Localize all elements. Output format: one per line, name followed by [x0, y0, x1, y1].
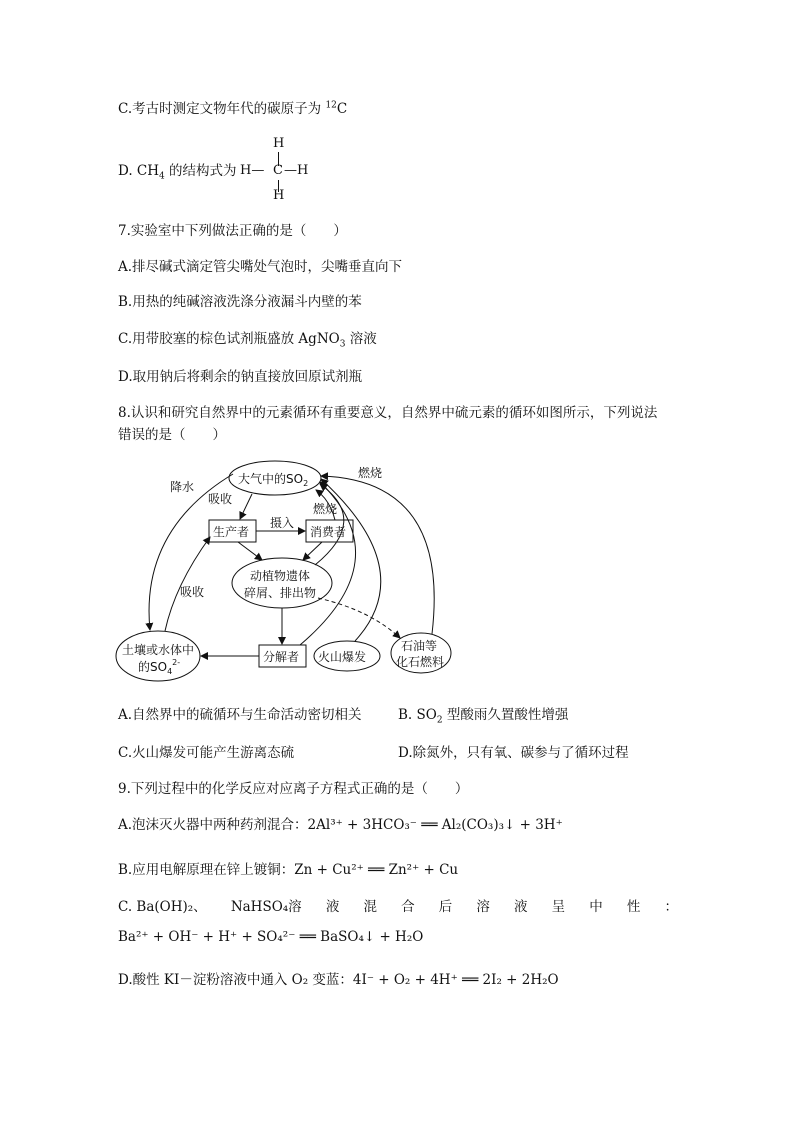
- q9-option-b: [118, 861, 458, 879]
- q8-option-b-text: 型酸雨久置酸性增强: [442, 707, 569, 723]
- ch4-structural-formula: [240, 136, 320, 204]
- producer-label: 生产者: [213, 525, 250, 539]
- q9-option-a-equation: 2Al³⁺ + 3HCO₃⁻ ══ Al₂(CO₃)₃↓ + 3H⁺: [307, 817, 563, 833]
- q9-c-word: 呈: [551, 899, 566, 915]
- rain-label: 降水: [170, 480, 195, 494]
- q9-option-a-text: A.泡沫灭火器中两种药剂混合：: [118, 817, 308, 833]
- remains-node: [232, 558, 332, 608]
- q7-option-c: [118, 330, 377, 348]
- soil-node: [116, 631, 200, 681]
- q8-stem-line2: 错误的是（ ）: [118, 427, 226, 443]
- remains-label-1: 动植物遗体: [250, 569, 311, 583]
- remains-label-2: 碎屑、排出物: [244, 586, 317, 600]
- q6-option-c: [118, 100, 347, 118]
- burn-label-2: 燃烧: [313, 502, 338, 516]
- q9-option-b-text: B.应用电解原理在锌上镀铜：: [118, 862, 295, 878]
- q8-option-b-label: B. SO: [398, 707, 437, 723]
- q7-stem: 7.实验室中下列做法正确的是（ ）: [118, 223, 347, 239]
- q9-c-word: 液: [325, 899, 340, 915]
- q8-option-d: D.除氮外，只有氧、碳参与了循环过程: [398, 745, 629, 761]
- q6-option-d-text: 的结构式为: [164, 163, 237, 179]
- soil-label-1: 土壤或水体中: [122, 643, 195, 657]
- q9-c-word: 混: [363, 899, 377, 915]
- q7-option-b: B.用热的纯碱溶液洗涤分液漏斗内壁的苯: [118, 294, 362, 310]
- arrow-decomposer-atm: [300, 482, 356, 645]
- q7-option-a: A.排尽碱式滴定管尖嘴处气泡时，尖嘴垂直向下: [118, 259, 403, 275]
- consumer-label: 消费者: [310, 525, 347, 539]
- arrow-consumer-remains: [303, 542, 322, 560]
- arrow-fossil-atm: [321, 476, 434, 634]
- h-right: —H: [284, 163, 309, 178]
- atmosphere-node: [229, 461, 321, 495]
- arrow-remains-fossil-dashed: [318, 598, 400, 638]
- subscript: 2: [436, 715, 443, 726]
- absorb-label-2: 吸收: [180, 585, 205, 599]
- q9-option-b-equation: Zn + Cu²⁺ ══ Zn²⁺ + Cu: [294, 862, 459, 878]
- producer-node: [209, 520, 256, 542]
- subscript: 3: [339, 339, 346, 350]
- arrow-absorb-atm-producer: [240, 494, 252, 519]
- subscript: 4: [159, 171, 165, 182]
- arrow-rain: [149, 474, 233, 630]
- q7-option-d: D.取用钠后将剩余的钠直接放回原试剂瓶: [118, 369, 363, 385]
- q9-option-c-equation: Ba²⁺ + OH⁻ + H⁺ + SO₄²⁻ ══ BaSO₄↓ + H₂O: [118, 929, 424, 945]
- q8-option-b: [398, 706, 568, 724]
- consumer-node: [306, 520, 353, 542]
- mass-number: 12: [325, 100, 337, 111]
- q8-option-c: C.火山爆发可能产生游离态硫: [118, 745, 295, 761]
- q9-c-word: 后: [438, 899, 453, 915]
- h-left: H—: [240, 163, 265, 178]
- volcano-label: 火山爆发: [318, 650, 367, 664]
- q9-c-word: 液: [513, 899, 528, 915]
- burn-label-1: 燃烧: [358, 466, 383, 480]
- q9-option-d-text: D.酸性 KI－淀粉溶液中通入 O₂ 变蓝：: [118, 972, 353, 988]
- fossil-label-2: 化石燃料: [396, 655, 445, 669]
- arrow-consumer-burn: [316, 490, 335, 520]
- carbon: C: [273, 163, 283, 178]
- q6-option-c-text: C.考古时测定文物年代的碳原子为: [118, 101, 322, 117]
- arrow-absorb-soil-producer: [165, 537, 210, 631]
- h-top: H: [273, 136, 285, 151]
- soil-label-2: 的$SO_4^{2-}$: [138, 658, 181, 676]
- atmosphere-label: 大气中的$SO_2$: [238, 472, 309, 488]
- q7-option-c-text: C.用带胶塞的棕色试剂瓶盛放 AgNO: [118, 331, 340, 347]
- q6-option-d: [118, 162, 237, 180]
- arrow-remains-burn: [315, 484, 344, 565]
- q9-stem: 9.下列过程中的化学反应对应离子方程式正确的是（ ）: [118, 781, 469, 797]
- q9-option-d-equation: 4I⁻ + O₂ + 4H⁺ ══ 2I₂ + 2H₂O: [352, 972, 559, 988]
- q9-c-word: 性: [626, 899, 641, 915]
- q9-c-word: NaHSO₄溶: [230, 899, 302, 915]
- q9-c-word: 合: [401, 899, 415, 915]
- q9-c-word: C. Ba(OH)₂、: [118, 899, 207, 915]
- q9-option-d: [118, 971, 559, 989]
- absorb-label-1: 吸收: [208, 492, 233, 506]
- volcano-node: [314, 641, 380, 671]
- decomposer-node: [259, 645, 306, 667]
- element-symbol: C: [336, 101, 348, 117]
- h-bottom: H: [273, 188, 285, 203]
- q9-c-word: 中: [589, 899, 603, 915]
- q6-option-d-label: D. CH: [118, 163, 160, 179]
- ingest-label: 摄入: [270, 516, 295, 530]
- q9-option-c-line1: [118, 898, 678, 916]
- q9-option-a: [118, 816, 563, 834]
- fossil-label-1: 石油等: [401, 639, 438, 653]
- arrow-producer-remains: [238, 542, 262, 560]
- decomposer-label: 分解者: [263, 650, 300, 664]
- q9-c-word: 溶: [476, 899, 490, 915]
- q8-option-a: A.自然界中的硫循环与生命活动密切相关: [118, 707, 362, 723]
- fossil-fuel-node: [391, 633, 451, 673]
- q7-option-c-suffix: 溶液: [345, 331, 377, 347]
- q9-c-word: ：: [664, 899, 678, 915]
- arrow-volcano-atm: [321, 479, 381, 641]
- q8-stem-line1: 8.认识和研究自然界中的元素循环有重要意义，自然界中硫元素的循环如图所示，下列说法: [118, 405, 658, 421]
